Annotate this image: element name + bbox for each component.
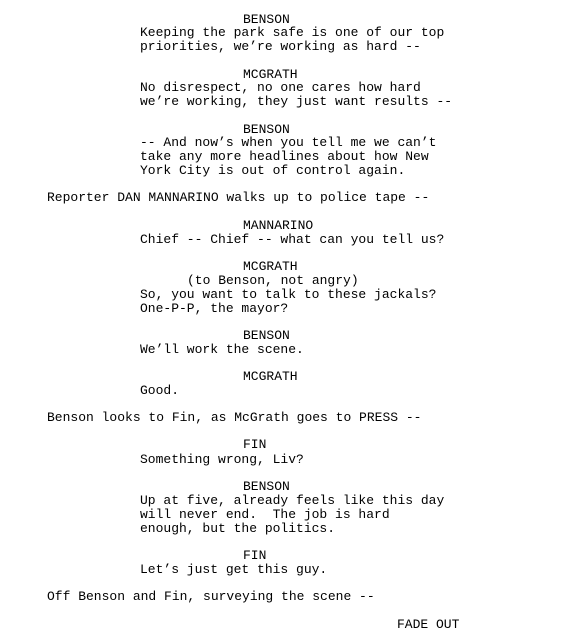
script-action-line: Benson looks to Fin, as McGrath goes to PRESS --: [47, 410, 422, 425]
script-transition-line: FADE OUT: [397, 617, 460, 632]
script-character-line: BENSON: [243, 122, 290, 137]
script-character-line: BENSON: [243, 12, 290, 27]
script-paren-line: (to Benson, not angry): [187, 273, 359, 288]
script-dialogue-line: Let’s just get this guy.: [140, 562, 328, 577]
script-dialogue-line: Chief -- Chief -- what can you tell us?: [140, 232, 445, 247]
script-dialogue-line: -- And now’s when you tell me we can’t: [140, 135, 437, 150]
script-dialogue-line: take any more headlines about how New: [140, 149, 429, 164]
script-character-line: BENSON: [243, 328, 290, 343]
script-character-line: BENSON: [243, 479, 290, 494]
script-character-line: MCGRATH: [243, 259, 298, 274]
script-action-line: Off Benson and Fin, surveying the scene --: [47, 589, 375, 604]
script-dialogue-line: Keeping the park safe is one of our top: [140, 25, 445, 40]
script-dialogue-line: Good.: [140, 383, 180, 398]
script-dialogue-line: Something wrong, Liv?: [140, 452, 304, 467]
script-character-line: MCGRATH: [243, 67, 298, 82]
script-action-line: Reporter DAN MANNARINO walks up to police tape --: [47, 190, 430, 205]
script-dialogue-line: will never end. The job is hard: [140, 507, 390, 522]
script-dialogue-line: York City is out of control again.: [140, 163, 406, 178]
script-character-line: FIN: [243, 548, 267, 563]
script-dialogue-line: No disrespect, no one cares how hard: [140, 80, 421, 95]
script-dialogue-line: Up at five, already feels like this day: [140, 493, 445, 508]
script-dialogue-line: One-P-P, the mayor?: [140, 301, 289, 316]
script-dialogue-line: priorities, we’re working as hard --: [140, 39, 421, 54]
script-character-line: MANNARINO: [243, 218, 314, 233]
script-character-line: MCGRATH: [243, 369, 298, 384]
script-dialogue-line: We’ll work the scene.: [140, 342, 304, 357]
script-dialogue-line: we’re working, they just want results --: [140, 94, 453, 109]
script-dialogue-line: So, you want to talk to these jackals?: [140, 287, 437, 302]
script-dialogue-line: enough, but the politics.: [140, 521, 336, 536]
script-character-line: FIN: [243, 437, 267, 452]
